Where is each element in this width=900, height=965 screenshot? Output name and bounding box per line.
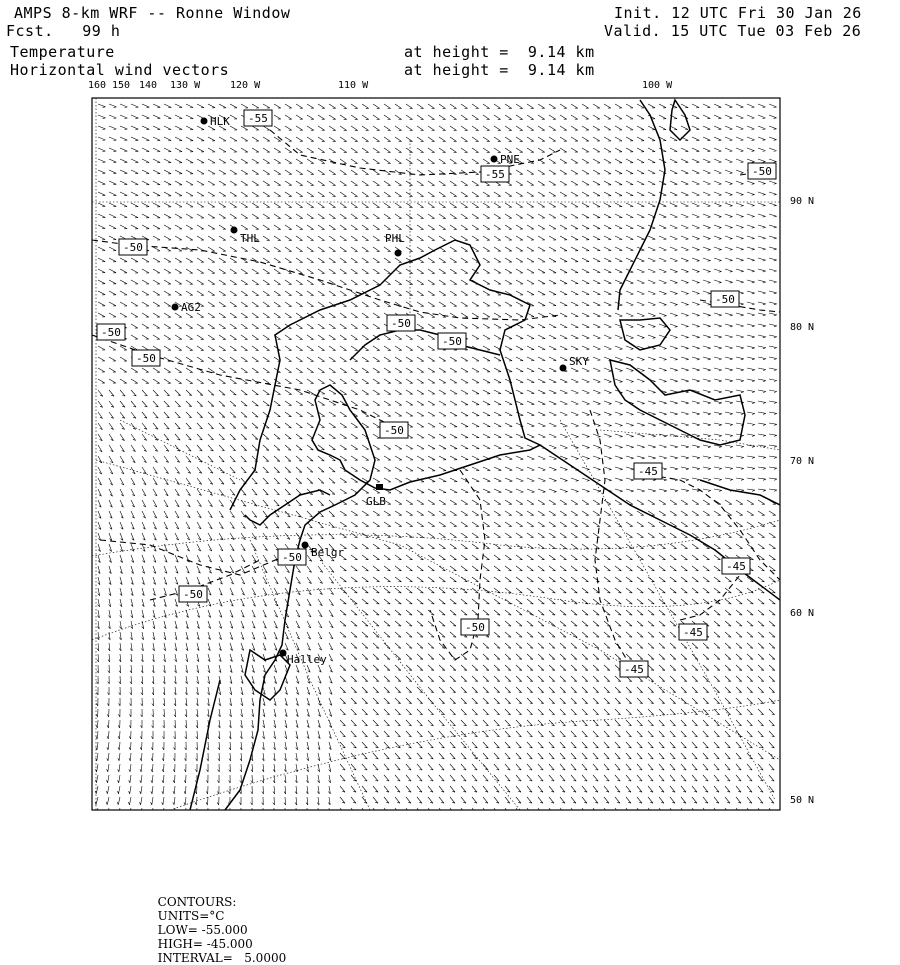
contour-label: [97, 324, 125, 340]
contour-label: [438, 333, 466, 349]
contour-label: [132, 350, 160, 366]
svg-text:-50: -50: [282, 551, 302, 564]
station-pne: [491, 153, 520, 166]
forecast-hour: Fcst. 99 h: [6, 22, 121, 40]
temperature-contours: [92, 130, 780, 665]
contour-label: [461, 619, 489, 635]
contour-label: [179, 586, 207, 602]
svg-text:SKY: SKY: [569, 355, 589, 368]
init-time: Init. 12 UTC Fri 30 Jan 26: [614, 4, 862, 22]
svg-text:-45: -45: [726, 560, 746, 573]
station-phl: [385, 232, 405, 257]
contour-label: [380, 422, 408, 438]
svg-text:Belgr: Belgr: [311, 546, 345, 559]
low-label: LOW= -55.000: [157, 923, 248, 937]
svg-text:-50: -50: [465, 621, 485, 634]
field-wind: Horizontal wind vectors: [10, 61, 230, 79]
svg-text:-50: -50: [123, 241, 143, 254]
svg-text:PNE: PNE: [500, 153, 520, 166]
contour-label: [711, 291, 739, 307]
contour-label: [634, 463, 662, 479]
lon-label: 140: [139, 80, 158, 91]
field-temperature-level: at height = 9.14 km: [404, 43, 595, 61]
contours-label: CONTOURS:: [157, 895, 237, 909]
svg-text:AG2: AG2: [181, 301, 201, 314]
lon-label: 100 W: [642, 80, 673, 91]
svg-text:-50: -50: [101, 326, 121, 339]
field-temperature: Temperature: [10, 43, 115, 61]
lat-label: 90 N: [790, 196, 815, 207]
coastline-main: [225, 240, 540, 810]
model-title: AMPS 8-km WRF -- Ronne Window: [14, 4, 291, 22]
svg-text:-50: -50: [752, 165, 772, 178]
lon-label: 160: [88, 80, 107, 91]
svg-text:-50: -50: [183, 588, 203, 601]
svg-text:HLK: HLK: [210, 115, 230, 128]
grid-line-lat: [92, 520, 780, 556]
contour-label: [679, 624, 707, 640]
svg-text:Halley: Halley: [287, 653, 327, 666]
svg-text:-45: -45: [624, 663, 644, 676]
contour-label: [387, 315, 415, 331]
lon-label: 110 W: [338, 80, 369, 91]
grid-line-lon: [560, 420, 775, 800]
contour-label: [278, 549, 306, 565]
stations: [172, 115, 590, 666]
coastline-halley-island: [245, 650, 290, 700]
station-glb: [366, 484, 386, 508]
coastline-west-lower: [190, 680, 220, 810]
contour-label: [119, 239, 147, 255]
lat-label: 80 N: [790, 322, 815, 333]
wind-vectors: [95, 104, 777, 816]
svg-text:-50: -50: [715, 293, 735, 306]
lat-label: 50 N: [790, 795, 815, 806]
svg-text:-50: -50: [391, 317, 411, 330]
contour-label: [748, 163, 776, 179]
svg-text:-45: -45: [683, 626, 703, 639]
latlon-grid: [92, 98, 780, 810]
svg-text:GLB: GLB: [366, 495, 386, 508]
map-frame: [92, 98, 780, 810]
coastline-island: [620, 318, 670, 350]
contour-minus-45: [650, 475, 780, 580]
lon-label: 150: [112, 80, 131, 91]
coastline-island-east: [700, 480, 780, 505]
svg-text:-55: -55: [248, 112, 268, 125]
svg-text:-50: -50: [442, 335, 462, 348]
wind-vector-field: [95, 104, 777, 816]
lon-label: 130 W: [170, 80, 201, 91]
svg-text:THL: THL: [240, 232, 260, 245]
grid-line-lon: [96, 460, 780, 760]
grid-line-lon: [250, 540, 370, 810]
contour-info: [150, 881, 292, 965]
contour-label: [722, 558, 750, 574]
svg-text:-50: -50: [136, 352, 156, 365]
station-ag2: [172, 301, 201, 314]
interval-label: INTERVAL= 5.0000: [157, 951, 287, 965]
contour-label: [244, 110, 272, 126]
station-hlk: [201, 115, 231, 128]
units-label: UNITS=°C: [157, 909, 225, 923]
contour-label: [620, 661, 648, 677]
coastline-ice-shelf: [350, 330, 500, 360]
lat-label: 60 N: [790, 608, 815, 619]
field-wind-level: at height = 9.14 km: [404, 61, 595, 79]
svg-text:-50: -50: [384, 424, 404, 437]
valid-time: Valid. 15 UTC Tue 03 Feb 26: [604, 22, 862, 40]
contour-label: [481, 166, 509, 182]
svg-text:PHL: PHL: [385, 232, 405, 245]
coastlines: [190, 100, 780, 810]
svg-text:-45: -45: [638, 465, 658, 478]
high-label: HIGH= -45.000: [157, 937, 253, 951]
svg-text:-55: -55: [485, 168, 505, 181]
lon-label: 120 W: [230, 80, 261, 91]
coastline-inlet: [245, 490, 330, 525]
grid-line-lon: [320, 560, 520, 810]
lat-label: 70 N: [790, 456, 815, 467]
station-halley: [280, 650, 328, 667]
coastline-island-north: [670, 100, 690, 140]
